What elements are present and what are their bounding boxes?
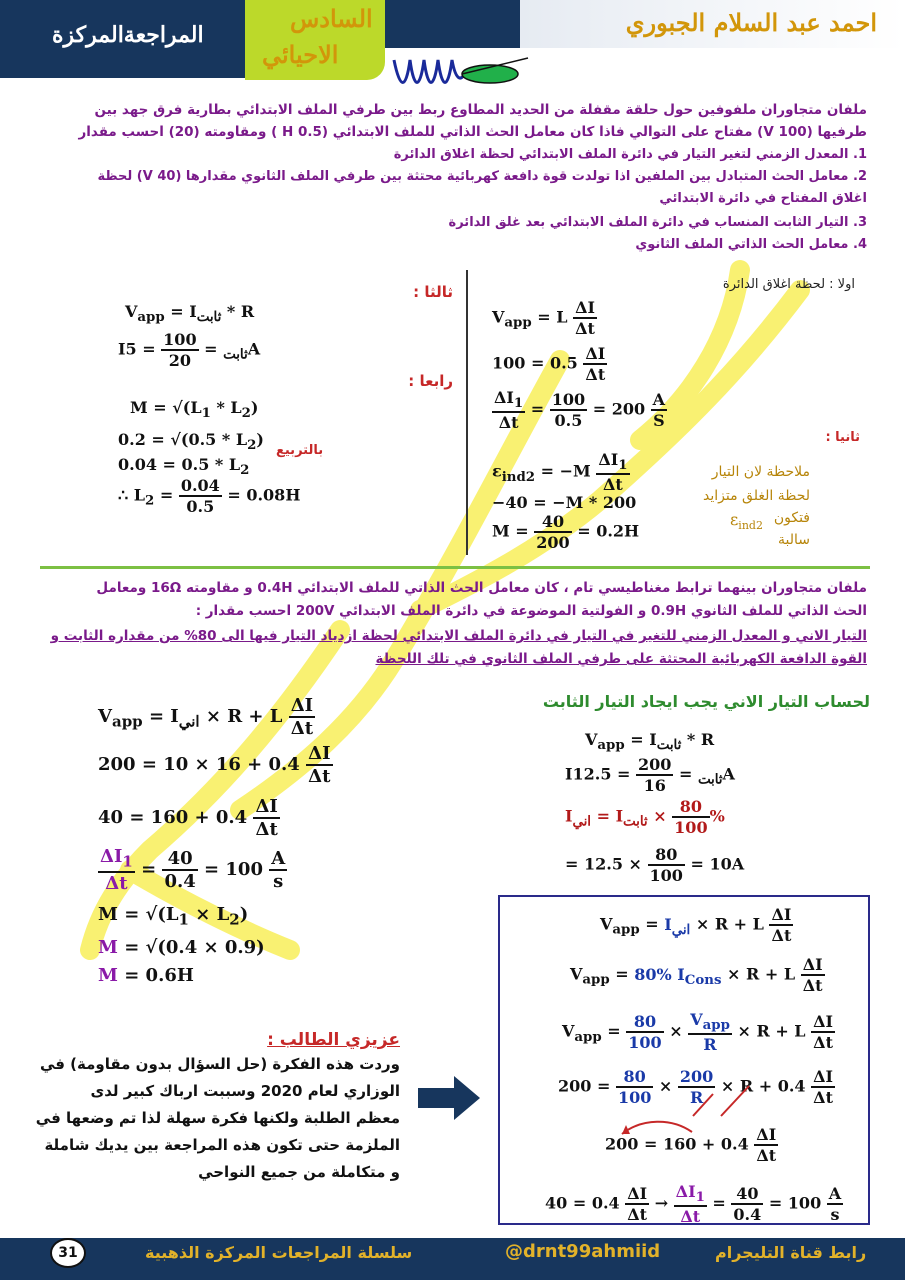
eq-l4: $0.2 = √(0.5 * L_2)$ — [118, 430, 264, 454]
question-1-line-2: طرفيها (100 V) مفتاح على التوالي فاذا كان معامل الحث الذاتي للملف الابتدائي (0.5 H ) ومقاومته (20) احسب مقدار — [78, 124, 867, 140]
eq-m5: $M = √(L_1 \times L_2)$ — [98, 904, 249, 929]
eq-l1: $V_{app} = I_{ثابت} * R$ — [125, 302, 255, 326]
question-2-line-1: ملفان متجاوران بينهما ترابط مغناطيسي تام ، كان معامل الحث الذاتي للملف الابتدائي 0.4H و مقاومته 16Ω ومعامل — [96, 580, 867, 596]
label-third: ثالثا : — [413, 283, 453, 301]
eq-l2: I $_{ثابت}$ = $\frac{100}{20}$ = 5A — [118, 330, 261, 370]
student-note-line-4: الملزمة حتى تكون هذه المراجعة بين يديك شاملة — [44, 1136, 400, 1154]
student-note-line-5: و متكاملة من جميع النواحي — [198, 1163, 400, 1181]
eq-b3: $V_{app}$ = $\frac{80}{100}$ × $\frac{V_{app}}{R}$ × R + L $\frac{\Delta I}{\Delta t}$ — [562, 1010, 834, 1055]
eq-s1: $V_{app} = I_{ثابت} * R$ — [585, 730, 715, 754]
student-note-line-1: وردت هذه الفكرة (حل السؤال بدون مقاومة) في — [39, 1055, 400, 1073]
eq-s2: I $_{ثابت}$ = $\frac{200}{16}$ = 12.5A — [565, 755, 735, 795]
eq-s4: = 12.5 × $\frac{80}{100}$ = 10A — [565, 845, 745, 885]
coil-icon — [392, 52, 532, 92]
eq-r3: $\frac{\Delta I_1}{\Delta t}$ = $\frac{100}{0.5}$ = 200 $\frac{A}{S}$ — [494, 388, 666, 433]
eq-m2: 200 = 10 × 16 + 0.4 $\frac{\Delta I}{\Delta t}$ — [98, 743, 331, 787]
student-note-line-2: الوزاري لعام 2020 وسببت ارباك كبير لدى — [90, 1082, 400, 1100]
student-note-title: عزيزي الطالب : — [267, 1030, 400, 1050]
telegram-handle[interactable]: @drnt99ahmiid — [505, 1241, 661, 1262]
note-emf-symbol: $\varepsilon_{ind2}$ — [730, 510, 763, 533]
eq-m1: $V_{app} = I_{اني} \times R + L$ $\frac{\Delta I}{\Delta t}$ — [98, 695, 314, 739]
label-fourth: رابعا : — [408, 372, 453, 390]
series-name: سلسلة المراجعات المركزة الذهبية — [145, 1243, 413, 1262]
eq-b5: 200 = 160 + 0.4 $\frac{\Delta I}{\Delta t}$ — [605, 1125, 777, 1165]
question-1-line-1: ملفان متجاوران ملفوفين حول حلقة مقفلة من الحديد المطاوع ربط بين طرفي الملف الابتدائي بطارية فرق جهد بين — [94, 102, 867, 118]
eq-m6: M = √(0.4 × 0.9) — [98, 937, 265, 958]
telegram-channel-label: رابط قناة التليجرام — [715, 1243, 867, 1262]
page-number: 31 — [50, 1238, 86, 1268]
note-line-1: ملاحظة لان التيار — [711, 464, 810, 480]
label-first: اولا : لحظة اغلاق الدائرة — [722, 277, 855, 292]
cancel-marks-icon — [685, 1080, 755, 1120]
question-1-item-1: 1. المعدل الزمني لتغير التيار في دائرة الملف الابتدائي لحظة اغلاق الدائرة — [393, 147, 867, 162]
note-line-2: لحظة الغلق متزايد — [703, 488, 810, 504]
student-note-line-3: معظم الطلبة ولكنها فكرة سهلة لذا تم وضعها في — [35, 1109, 400, 1127]
eq-b2: $V_{app} = 80\%$ $I_{Cons} \times R + L$ $\frac{\Delta I}{\Delta t}$ — [570, 955, 823, 995]
grade-line-1: السادس — [290, 4, 373, 33]
note-line-4: سالبة — [778, 532, 810, 548]
eq-r1: $V_{app} = L$ $\frac{\Delta I}{\Delta t}$ — [492, 298, 595, 338]
eq-m7: M = 0.6H — [98, 965, 194, 986]
eq-l6: ∴ $L_2$ = $\frac{0.04}{0.5}$ = 0.08H — [118, 476, 301, 516]
grade-line-2: الاحيائي — [262, 40, 339, 69]
question-2-line-3: التيار الاني و المعدل الزمني للتغير في التيار في دائرة الملف الابتدائي لحظة ازدياد التيار فيها الى 80% من مقداره الثابت و — [50, 628, 867, 644]
label-second: ثانيا : — [825, 430, 860, 445]
question-1-item-4: 4. معامل الحث الذاتي الملف الثانوي — [635, 237, 867, 252]
section-divider — [40, 566, 870, 569]
question-2-line-2: الحث الذاتي للملف الثانوي 0.9H و الفولتية الموضوعة في دائرة الملف الابتدائي 200V احسب مقدار : — [195, 603, 867, 619]
eq-r6: M = $\frac{40}{200}$ = 0.2H — [492, 512, 640, 552]
eq-l5: $0.04 = 0.5 * L_2$ — [118, 455, 250, 479]
question-1-item-2: 2. معامل الحث المتبادل بين الملفين اذا تولدت قوة دافعة كهربائية محتثة بين طرفي الملف الثانوي مقدارها (40 V) لحظة — [97, 169, 867, 184]
author-name: احمد عبد السلام الجبوري — [625, 8, 877, 37]
eq-r2: 100 = 0.5 $\frac{\Delta I}{\Delta t}$ — [492, 344, 606, 384]
arrow-right-icon — [418, 1076, 480, 1120]
eq-r4: $\varepsilon_{ind2} = -M$ $\frac{\Delta I_1}{\Delta t}$ — [492, 450, 628, 495]
eq-b1: $V_{app} = I_{اني} \times R + L$ $\frac{\Delta I}{\Delta t}$ — [600, 905, 792, 945]
eq-b4: 200 = $\frac{80}{100}$ × $\frac{200}{R}$ × R + 0.4 $\frac{\Delta I}{\Delta t}$ — [558, 1067, 834, 1107]
hint-text: لحساب التيار الاني يجب ايجاد التيار الثابت — [542, 692, 870, 711]
eq-r5: −40 = −M * 200 — [492, 493, 637, 512]
move-arrow-icon — [612, 1118, 702, 1142]
label-square: بالتربيع — [276, 443, 324, 458]
question-1-item-2-cont: اغلاق المفتاح في دائرة الابتدائي — [659, 191, 867, 206]
question-1-item-3: 3. التيار الثابت المنساب في دائرة الملف الابتدائي بعد غلق الدائرة — [448, 215, 867, 230]
page-header — [0, 0, 905, 80]
eq-l3: $M = √(L_1 * L_2)$ — [130, 398, 259, 422]
review-title: المراجعةالمركزة — [52, 22, 204, 48]
eq-b6: 40 = 0.4 $\frac{\Delta I}{\Delta t}$ → $\frac{\Delta I_1}{\Delta t}$ = $\frac{40}{0.4}$ = 100 $\frac{A}{s}$ — [545, 1182, 842, 1227]
eq-s3: $I_{اني} = I_{ثابت}$ × $\frac{80}{100}$ % — [565, 797, 725, 837]
column-divider — [466, 270, 468, 555]
note-line-3: فتكون — [773, 510, 810, 526]
eq-m3: 40 = 160 + 0.4 $\frac{\Delta I}{\Delta t}$ — [98, 796, 278, 840]
eq-m4: $\frac{\Delta I_1}{\Delta t}$ = $\frac{40}{0.4}$ = 100 $\frac{A}{s}$ — [100, 846, 286, 894]
question-2-line-4: القوة الدافعة الكهربائية المحتثة على طرفي الملف الثانوي في تلك اللحظة — [375, 651, 867, 667]
